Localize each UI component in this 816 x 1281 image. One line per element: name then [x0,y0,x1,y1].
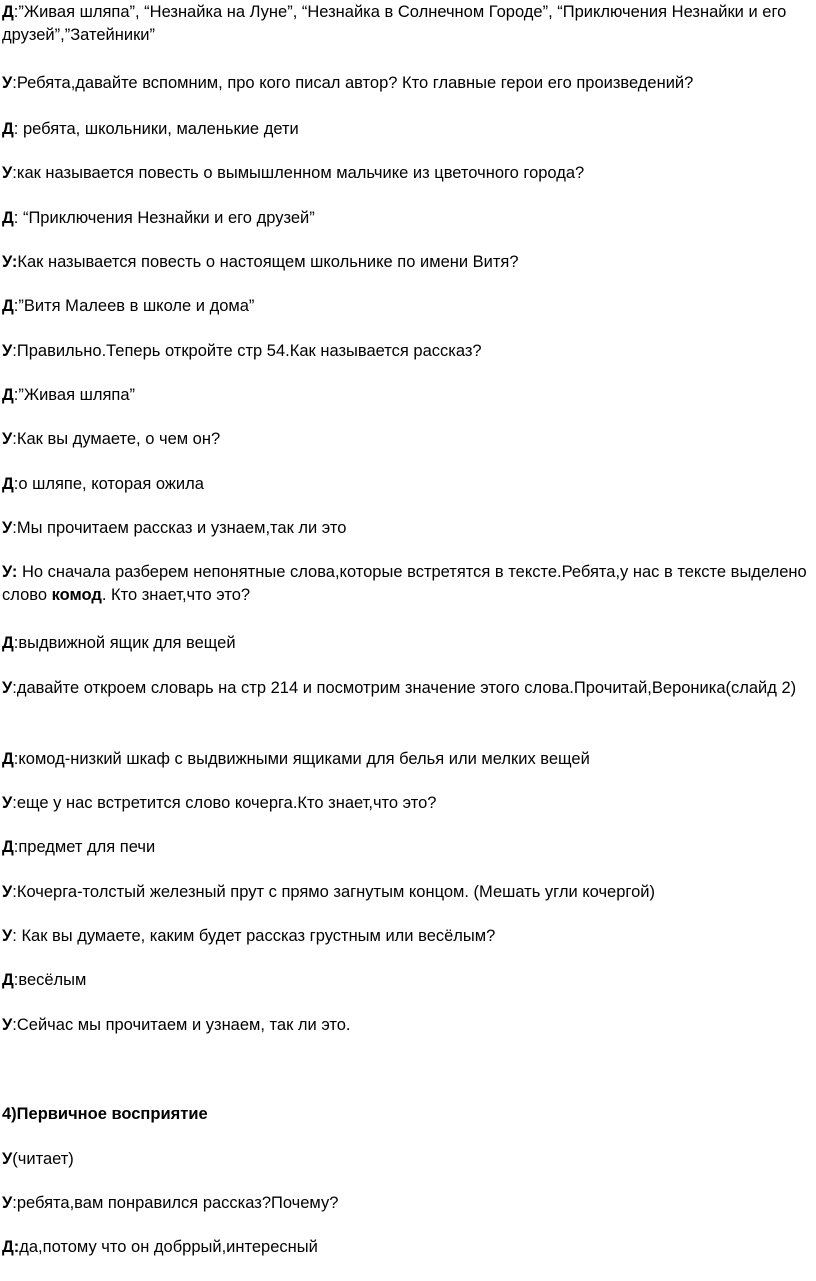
line-text: (читает) [12,1150,74,1168]
dialogue-line [2,677,812,700]
separator: : [13,3,19,21]
dialogue-line [2,1014,812,1037]
line-text: . Кто знает,что это? [101,586,251,604]
speaker-label: У [2,342,13,360]
separator: : [13,971,19,989]
line-text: да,потому что он добррый,интересный [19,1238,318,1256]
speaker-label: Д: [2,1238,20,1256]
dialogue-line [2,517,812,540]
line-text: предмет для печи [18,838,156,856]
speaker-label: У [2,164,13,182]
line-text: Мы прочитаем рассказ и узнаем,так ли это [16,519,347,537]
line-text: Как называется повесть о настоящем школьнике по имени Витя? [17,253,519,271]
line-text: весёлым [18,971,87,989]
speaker-label: У: [2,563,18,581]
line-text: Ребята,давайте вспомним, про кого писал автор? Кто главные герои его произведений? [16,74,694,92]
separator: : [13,297,19,315]
dialogue-line [2,632,812,655]
speaker-label: У [2,1194,13,1212]
separator: : [13,209,19,227]
separator: : [13,386,19,404]
separator: : [12,164,17,182]
line-text: ”Витя Малеев в школе и дома” [18,297,255,315]
speaker-label: Д [2,838,14,856]
dialogue-line [2,251,812,274]
speaker-label: У [2,1150,13,1168]
dialogue-line [2,561,812,607]
speaker-label: Д [2,750,14,768]
line-text: о шляпе, которая ожила [18,475,204,493]
separator: : [12,883,17,901]
dialogue-line [2,1192,812,1215]
speaker-label: Д [2,209,14,227]
speaker-label: Д [2,120,14,138]
dialogue-line [2,473,812,496]
dialogue-line [2,295,812,318]
line-text: давайте откроем словарь на стр 214 и посмотрим значение этого слова.Прочитай,Вероника(слайд 2) [16,679,797,697]
speaker-label: У [2,794,13,812]
line-text: выдвижной ящик для вещей [18,634,236,652]
line-text: Как вы думаете, каким будет рассказ грустным или весёлым? [16,927,496,945]
dialogue-line [2,881,812,904]
speaker-label: У [2,430,13,448]
highlighted-word: комод [51,586,102,604]
speaker-label: Д [2,297,14,315]
line-text: ребята, школьники, маленькие дети [18,120,299,138]
separator: : [12,430,17,448]
separator: : [12,679,17,697]
line-text: ребята,вам понравился рассказ?Почему? [16,1194,339,1212]
speaker-label: Д [2,971,14,989]
speaker-label: У: [2,253,18,271]
speaker-label: Д [2,475,14,493]
dialogue-line [2,1148,812,1171]
line-text: “Приключения Незнайки и его друзей” [18,209,315,227]
separator: : [13,838,19,856]
dialogue-line [2,792,812,815]
speaker-label: Д [2,634,14,652]
separator: : [13,475,19,493]
speaker-label: У [2,883,13,901]
line-text: комод-низкий шкаф с выдвижными ящиками для белья или мелких вещей [18,750,590,768]
dialogue-line [2,748,812,771]
separator: : [13,634,19,652]
dialogue-line [2,969,812,992]
separator: : [12,927,17,945]
speaker-label: У [2,74,13,92]
dialogue-line [2,836,812,859]
dialogue-line [2,1236,812,1259]
line-text: как называется повесть о вымышленном мальчике из цветочного города? [16,164,585,182]
separator: : [12,1194,17,1212]
line-text: ”Живая шляпа” [18,386,135,404]
line-text: ”Живая шляпа”, “Незнайка на Луне”, “Незнайка в Солнечном Городе”, “Приключения Незнайки и его друзей”,”Затейники” [2,3,787,44]
line-text: Кочерга-толстый железный прут с прямо загнутым концом. (Мешать угли кочергой) [16,883,655,901]
dialogue-line [2,340,812,363]
speaker-label: У [2,927,13,945]
dialogue-line [2,925,812,948]
separator: : [12,794,17,812]
separator: : [12,74,17,92]
line-text: Правильно.Теперь откройте стр 54.Как называется рассказ? [16,342,482,360]
dialogue-line [2,207,812,230]
dialogue-line [2,428,812,451]
separator: : [13,750,19,768]
separator: : [12,519,17,537]
speaker-label: У [2,679,13,697]
line-text: Но сначала разберем непонятные слова,которые встретятся в тексте.Ребята,у нас в тексте выделено слово [2,563,807,604]
speaker-label: У [2,1016,13,1034]
dialogue-line [2,72,812,95]
separator: : [12,1016,17,1034]
dialogue-line [2,1,812,47]
separator: : [12,342,17,360]
separator: : [13,120,19,138]
speaker-label: Д [2,386,14,404]
section-heading: 4)Первичное восприятие [2,1105,208,1123]
speaker-label: Д [2,3,14,21]
dialogue-line [2,118,812,141]
dialogue-line [2,384,812,407]
speaker-label: У [2,519,13,537]
line-text: еще у нас встретится слово кочерга.Кто знает,что это? [16,794,437,812]
line-text: Сейчас мы прочитаем и узнаем, так ли это. [16,1016,351,1034]
dialogue-line [2,162,812,185]
line-text: Как вы думаете, о чем он? [16,430,221,448]
